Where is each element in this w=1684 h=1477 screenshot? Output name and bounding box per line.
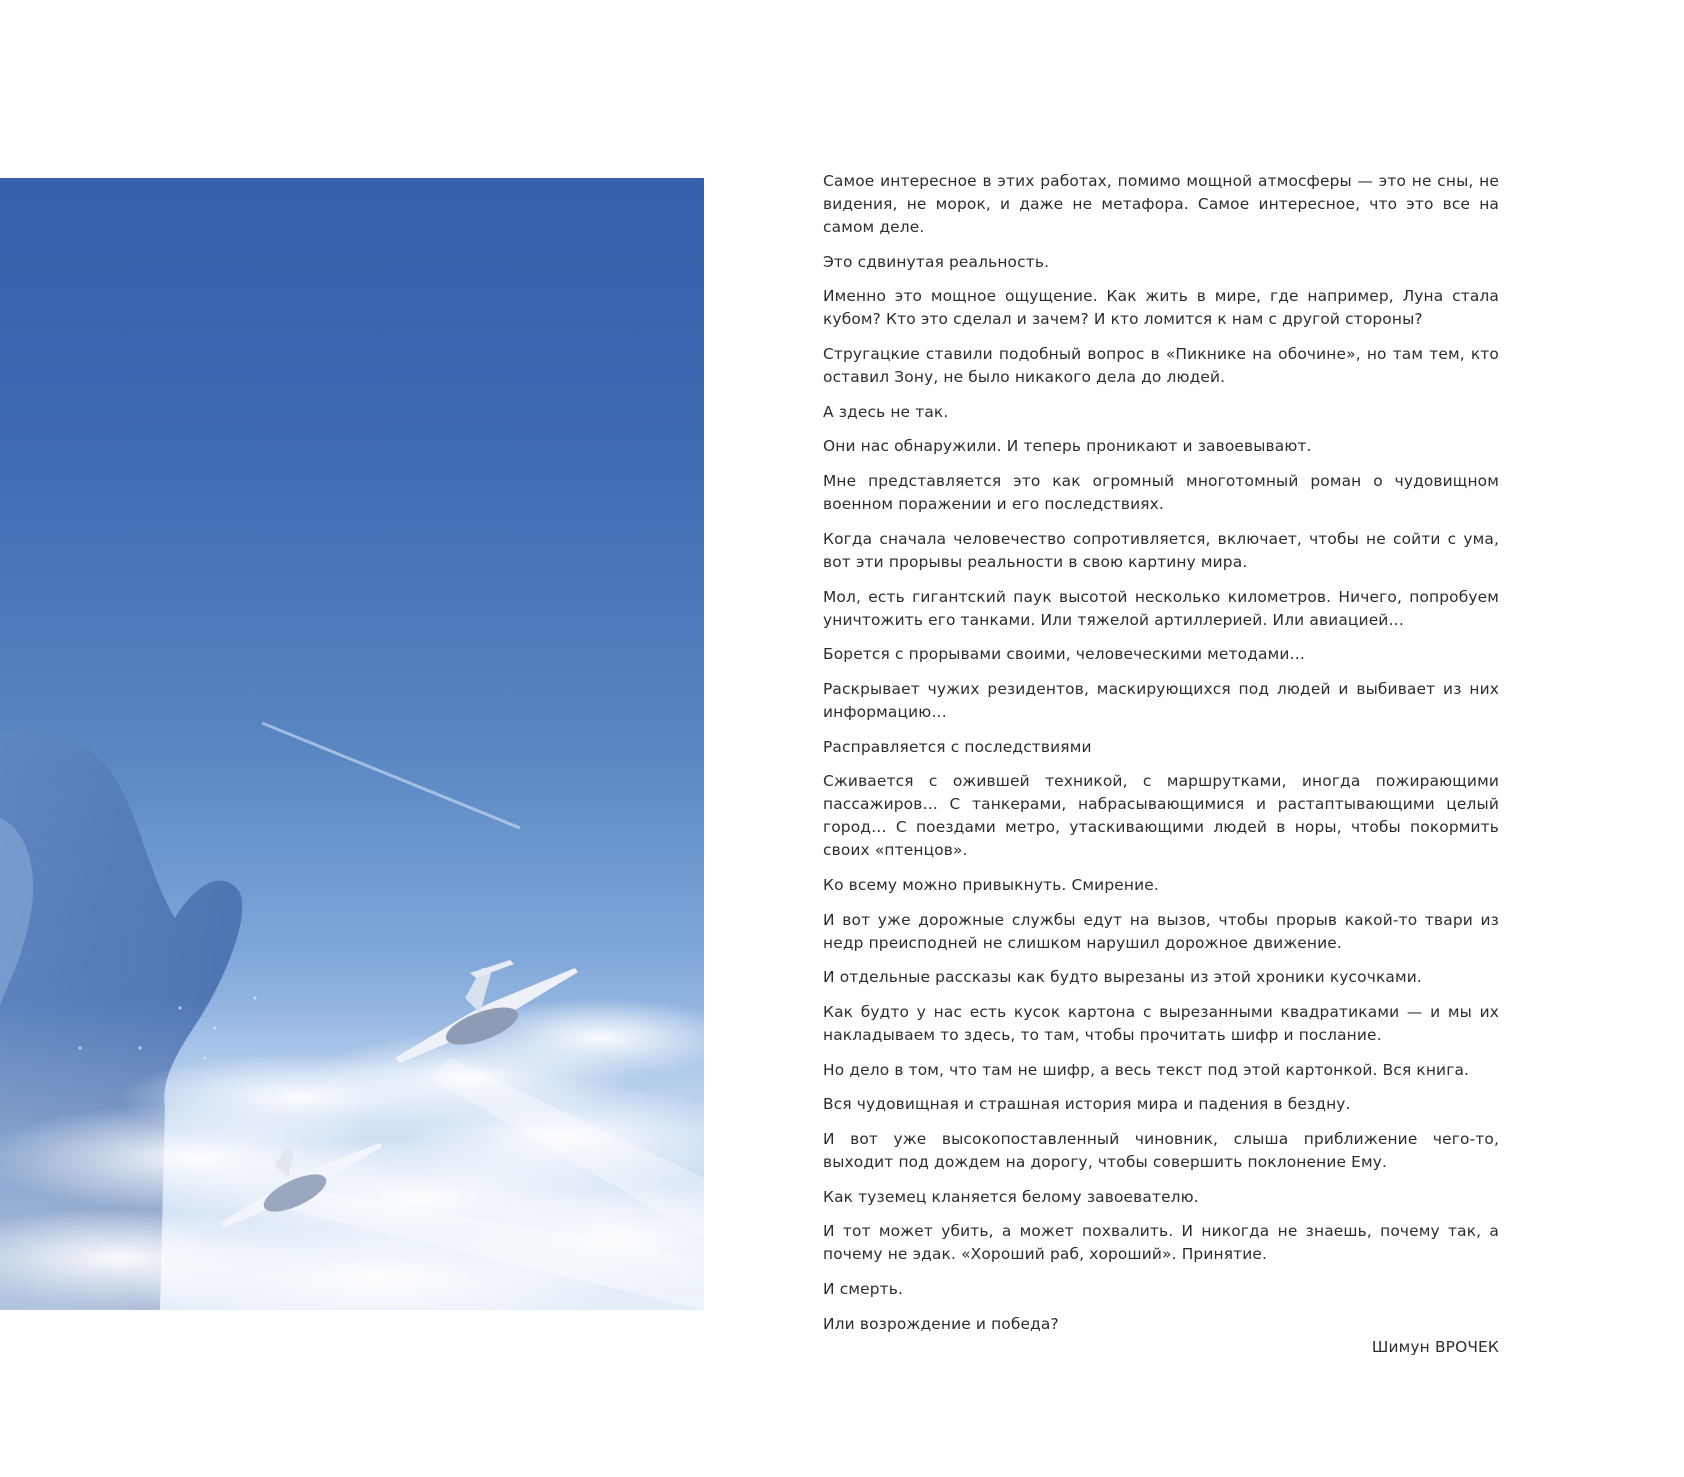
sky-illustration [0, 178, 704, 1310]
paragraph-2: Это сдвинутая реальность. [823, 252, 1050, 271]
paragraph-22: И тот может убить, а может похвалить. И никогда не знаешь, почему так, а почему не эдак. «Хороший раб, хороший». Принятие. [823, 1222, 1499, 1264]
paragraph-1: Самое интересное в этих работах, помимо мощной атмосферы — это не сны, не видения, не морок, и даже не метафора. Самое интересное, что это все на самом деле. [823, 172, 1499, 236]
paragraph-9: Мол, есть гигантский паук высотой несколько километров. Ничего, попробуем уничтожить его танками. Или тяжелой артиллерией. Или авиацией… [823, 587, 1499, 629]
paragraph-7: Мне представляется это как огромный многотомный роман о чудовищном военном поражении и его последствиях. [823, 472, 1499, 514]
paragraph-13: Сживается с ожившей техникой, с маршрутками, иногда пожирающими пассажиров… С танкерами, набрасывающимися и растаптывающими целый город… С поездами метро, утаскивающими людей в норы, чтобы покормить своих «птенцов». [823, 772, 1499, 860]
paragraph-11: Раскрывает чужих резидентов, маскирующихся под людей и выбивает из них информацию… [823, 679, 1499, 721]
paragraph-8: Когда сначала человечество сопротивляется, включает, чтобы не сойти с ума, вот эти прорывы реальности в свою картину мира. [823, 529, 1499, 571]
paragraph-18: Но дело в том, что там не шифр, а весь текст под этой картонкой. Вся книга. [823, 1060, 1470, 1079]
paragraph-15: И вот уже дорожные службы едут на вызов, чтобы прорыв какой-то твари из недр преисподней не слишком нарушил дорожное движение. [823, 910, 1499, 952]
illustration [0, 178, 704, 1310]
paragraph-16: И отдельные рассказы как будто вырезаны из этой хроники кусочками. [823, 968, 1422, 987]
essay-text [823, 170, 1499, 1359]
paragraph-10: Борется с прорывами своими, человеческими методами… [823, 645, 1306, 664]
author-signature: Шимун ВРОЧЕК [1371, 1337, 1499, 1356]
contrail [262, 723, 520, 828]
paragraph-23: И смерть. [823, 1280, 903, 1299]
paragraph-3: Именно это мощное ощущение. Как жить в мире, где например, Луна стала кубом? Кто это сделал и зачем? И кто ломится к нам с другой стороны? [823, 287, 1499, 329]
paragraph-19: Вся чудовищная и страшная история мира и падения в бездну. [823, 1095, 1351, 1114]
paragraph-4: Стругацкие ставили подобный вопрос в «Пикнике на обочине», но там тем, кто оставил Зону, не было никакого дела до людей. [823, 345, 1499, 387]
paragraph-5: А здесь не так. [823, 402, 949, 421]
paragraph-24: Или возрождение и победа? [823, 1314, 1059, 1333]
paragraph-12: Расправляется с последствиями [823, 737, 1092, 756]
paragraph-20: И вот уже высокопоставленный чиновник, слыша приближение чего-то, выходит под дождем на дорогу, чтобы совершить поклонение Ему. [823, 1130, 1499, 1172]
paragraph-6: Они нас обнаружили. И теперь проникают и завоевывают. [823, 437, 1312, 456]
paragraph-21: Как туземец кланяется белому завоевателю. [823, 1187, 1199, 1206]
paragraph-17: Как будто у нас есть кусок картона с вырезанными квадратиками — и мы их накладываем то здесь, то там, чтобы прочитать шифр и послание. [823, 1003, 1499, 1044]
paragraph-14: Ко всему можно привыкнуть. Смирение. [823, 875, 1159, 894]
